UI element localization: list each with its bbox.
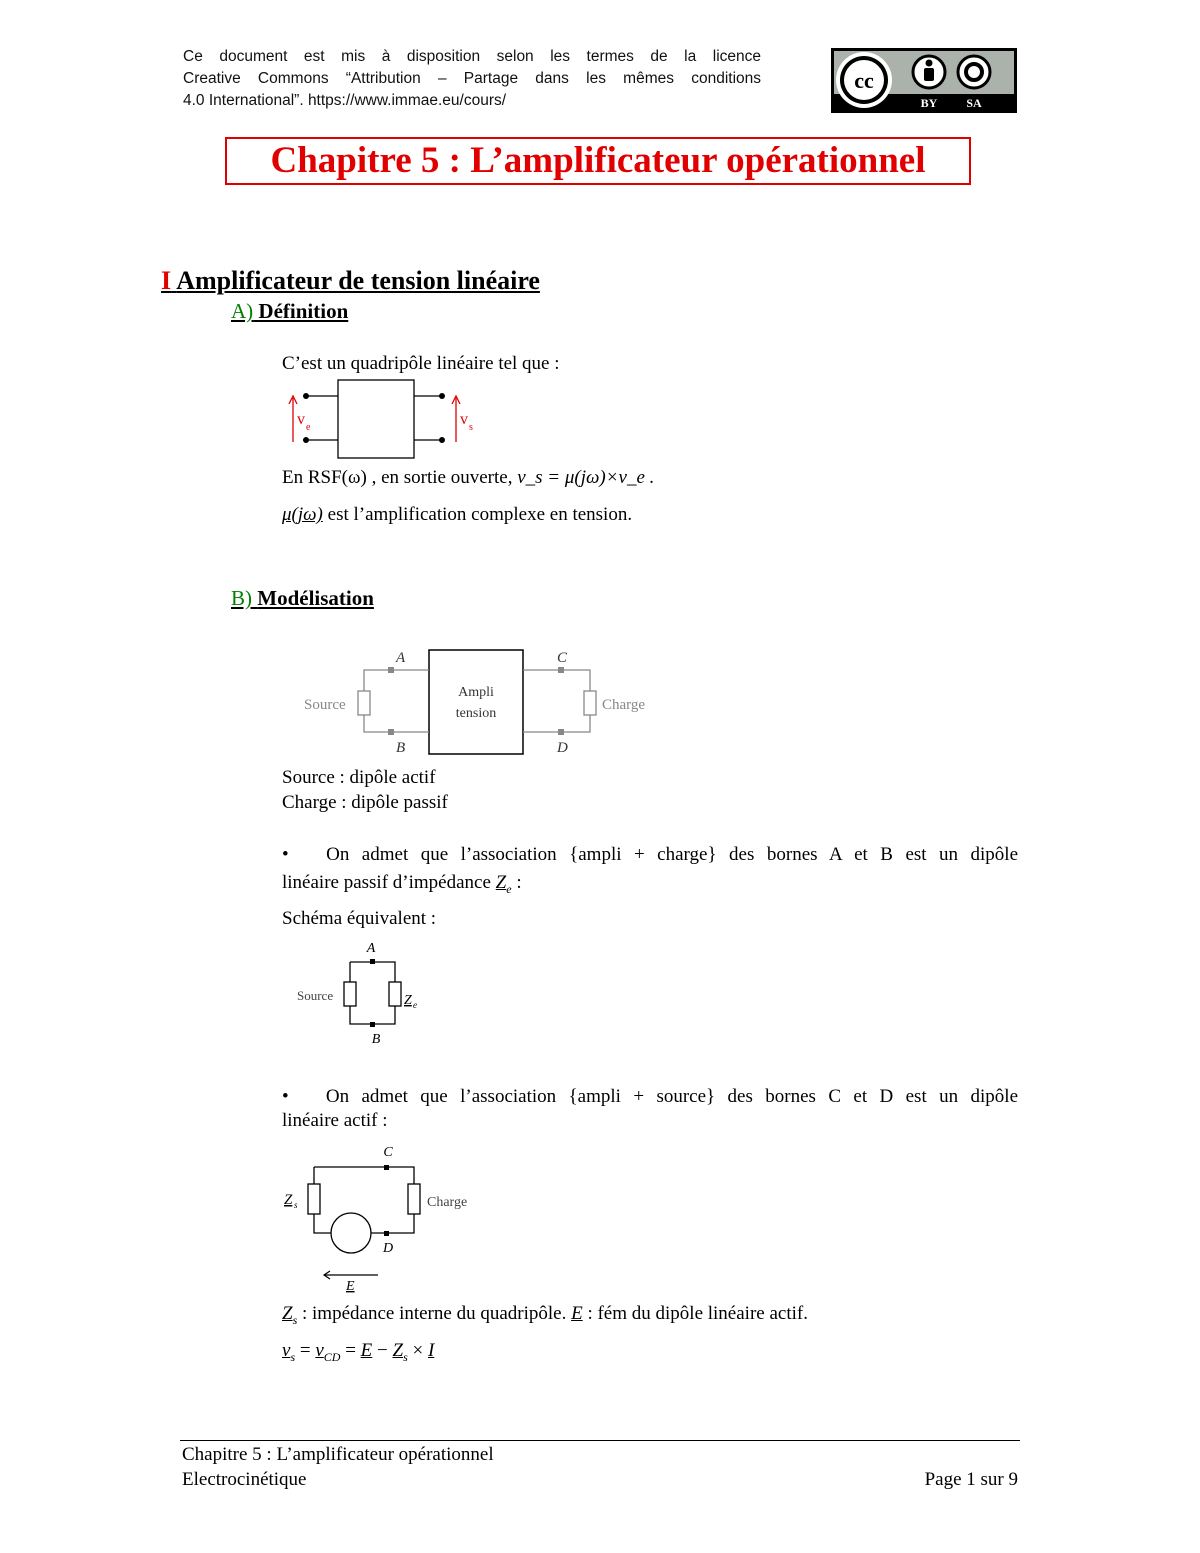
schema2-d: D <box>382 1241 394 1256</box>
bullet-1-line-1: On admet que l’association {ampli + charge} des bornes A et B est un dipôle <box>326 844 1019 865</box>
formula-i: I <box>427 1340 435 1361</box>
zs-description <box>282 1302 808 1332</box>
license-line-1: Ce document est mis à disposition selon les termes de la licence <box>183 48 761 65</box>
formula-vcd: v <box>315 1340 324 1361</box>
sa-text: SA <box>966 96 982 110</box>
node-b: B <box>396 740 406 756</box>
section-b-number: B) <box>231 586 252 610</box>
footer-chapter: Chapitre 5 : L’amplificateur opérationnel <box>182 1444 494 1465</box>
footer-subject: Electrocinétique <box>182 1469 307 1490</box>
charge-description: Charge : dipôle passif <box>282 792 448 813</box>
bullet-1-line-2: linéaire passif d’impédance <box>282 872 491 893</box>
section-a-label: Définition <box>258 299 349 323</box>
bullet-1 <box>282 843 1018 931</box>
node-d: D <box>557 740 568 756</box>
ampli-line-2: tension <box>455 706 497 721</box>
section-b-heading <box>231 586 374 611</box>
formula-vcd-sub: CD <box>323 1349 341 1364</box>
mu-line <box>282 503 632 527</box>
chapter-title: Chapitre 5 : L’amplificateur opérationnel <box>270 140 926 181</box>
formula-e: E <box>360 1340 373 1361</box>
vs-sub: s <box>469 422 473 433</box>
ve-sub: e <box>306 422 311 433</box>
formula-vs-sub: s <box>290 1349 296 1364</box>
zs-text-2: : fém du dipôle linéaire actif. <box>587 1303 808 1324</box>
node-c: C <box>557 650 568 666</box>
formula-zs: Z <box>392 1340 404 1361</box>
footer-rule <box>180 1440 1020 1441</box>
mu-description: est l’amplification complexe en tension. <box>327 504 633 525</box>
bullet-1-marker: • <box>282 844 289 865</box>
formula-zs-sub: s <box>403 1349 408 1364</box>
section-a-number: A) <box>231 299 254 323</box>
zs-sub: s <box>292 1312 298 1327</box>
section-a-heading <box>231 299 348 324</box>
bullet-2-line-2: linéaire actif : <box>282 1110 388 1131</box>
bullet-1-suffix: : <box>516 872 522 893</box>
formula-vs: v <box>282 1340 291 1361</box>
vs-label: v <box>460 411 468 428</box>
charge-label: Charge <box>602 697 646 713</box>
chapter-title-box <box>225 137 971 185</box>
schema2-c: C <box>383 1145 393 1160</box>
license-text <box>183 46 761 112</box>
zs-text-1: : impédance interne du quadripôle. <box>302 1303 567 1324</box>
license-line-3: 4.0 International”. https://www.immae.eu/cours/ <box>183 92 507 109</box>
section-b-label: Modélisation <box>257 586 374 610</box>
source-label: Source <box>304 697 346 713</box>
ampli-line-1: Ampli <box>458 685 494 700</box>
section-1-number: I <box>161 266 172 295</box>
rsf-line <box>282 466 654 490</box>
mu-expression: μ(jω) <box>282 504 323 525</box>
by-text: BY <box>920 96 938 110</box>
section-1-heading <box>161 266 540 296</box>
rsf-prefix: En RSF(ω) , en sortie ouverte, <box>282 467 513 488</box>
schema-equivalent-label: Schéma équivalent : <box>282 907 437 929</box>
zs-symbol: Z <box>282 1303 293 1324</box>
bullet-2-line-1: On admet que l’association {ampli + source} des bornes C et D est un dipôle <box>325 1086 1019 1107</box>
quadripole-diagram <box>282 376 492 471</box>
e-symbol: E <box>571 1303 583 1324</box>
node-a: A <box>396 650 406 666</box>
schema1-ze: Z <box>404 993 412 1008</box>
footer-page-number: Page 1 sur 9 <box>924 1469 1018 1490</box>
schema1-b: B <box>371 1032 381 1047</box>
ze-symbol: Z <box>495 872 507 893</box>
source-description: Source : dipôle actif <box>282 767 436 788</box>
schema1-ze-sub: e <box>413 1000 417 1010</box>
model-diagram <box>300 645 660 765</box>
final-formula: $v_s = v_{CD} = E - Z_s \times I$ <box>282 1340 435 1364</box>
ve-label: v <box>297 411 305 428</box>
definition-intro: C’est un quadripôle linéaire tel que : <box>282 353 560 374</box>
license-line-2: Creative Commons “Attribution – Partage dans les mêmes conditions <box>183 70 761 87</box>
schema2-zs-sub: s <box>294 1200 298 1210</box>
bullet-2-marker: • <box>282 1086 289 1107</box>
ze-sub: e <box>506 881 512 896</box>
rsf-formula: v_s = μ(jω)×v_e . <box>517 467 655 488</box>
schema2-charge: Charge <box>427 1195 468 1210</box>
bullet-2 <box>282 1085 1018 1133</box>
cc-text: cc <box>854 68 874 93</box>
section-1-label: Amplificateur de tension linéaire <box>176 266 540 295</box>
schema1-a: A <box>366 941 376 956</box>
schema1-source: Source <box>297 988 334 1003</box>
cc-by-sa-logo <box>831 48 1017 113</box>
schema2-e: E <box>346 1279 355 1294</box>
equivalent-schema-2 <box>280 1140 480 1300</box>
equivalent-schema-1 <box>295 938 425 1055</box>
schema2-zs: Z <box>284 1192 293 1208</box>
